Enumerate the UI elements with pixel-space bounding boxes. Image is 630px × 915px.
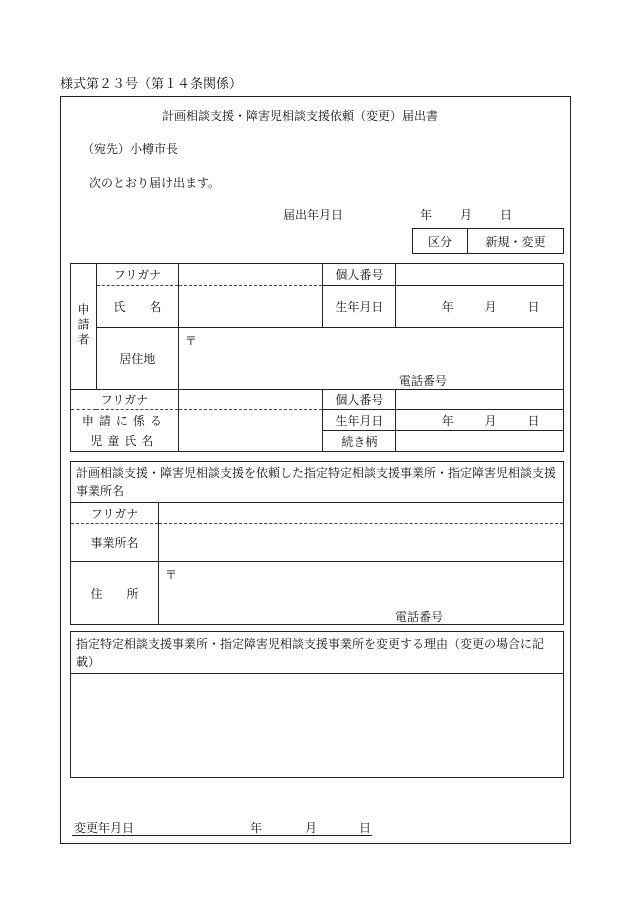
office-furigana-input[interactable] [159,503,564,524]
child-birth-input[interactable] [396,410,564,431]
child-birth-day: 日 [527,413,540,428]
office-furigana-label: フリガナ [71,503,159,524]
applicant-name-input[interactable] [178,286,323,328]
change-date-day[interactable]: 日 [359,821,372,835]
child-furigana-label: フリガナ [71,390,179,410]
office-name-label: 事業所名 [71,524,159,562]
applicant-personal-number-input[interactable] [396,264,564,286]
applicant-birth-input[interactable] [396,286,564,328]
child-personal-number-input[interactable] [396,390,564,410]
applicant-personal-number-label: 個人番号 [323,264,396,286]
child-birth-month: 月 [484,413,497,428]
applicant-birth-month: 月 [484,300,497,314]
filing-date-label: 届出年月日 [283,208,344,222]
filing-date-day[interactable]: 日 [500,208,513,222]
category-table [412,228,564,254]
form-number: 様式第２３号（第１４条関係） [60,77,243,92]
office-address-label: 住 所 [71,562,159,625]
child-name-input[interactable] [178,410,323,452]
addressee: （宛先）小樽市長 [82,142,179,156]
applicant-name-label: 氏 名 [96,286,178,328]
applicant-phone-label: 電話番号 [398,374,447,388]
category-value[interactable]: 新規・変更 [468,229,564,254]
change-date-month[interactable]: 月 [305,821,318,835]
applicant-birth-label: 生年月日 [323,286,396,328]
child-personal-number-label: 個人番号 [323,390,396,410]
child-birth-year: 年 [441,413,454,428]
child-relationship-input[interactable] [396,431,564,452]
office-heading: 計画相談支援・障害児相談支援を依頼した指定特定相談支援事業所・指定障害児相談支援事業所名 [71,462,564,503]
applicant-address-input[interactable] [178,328,563,390]
child-birth-label: 生年月日 [323,410,396,431]
intro-text: 次のとおり届け出ます。 [89,176,221,190]
child-name-label: 申請に係る 児童氏名 [71,410,179,452]
applicant-side-label: 申請者 [71,264,97,390]
reason-heading: 指定特定相談支援事業所・指定障害児相談支援事業所を変更する理由（変更の場合に記載） [71,632,564,674]
child-relationship-label: 続き柄 [323,431,396,452]
filing-date-month[interactable]: 月 [460,208,473,222]
office-address-input[interactable] [159,562,564,625]
applicant-furigana-input[interactable] [178,264,323,286]
applicant-birth-year: 年 [441,300,454,314]
reason-input[interactable] [71,674,564,778]
form-title: 計画相談支援・障害児相談支援依頼（変更）届出書 [162,109,439,123]
category-label: 区分 [413,229,468,254]
office-postal-mark: 〒 [165,568,178,582]
filing-date-year[interactable]: 年 [420,208,433,222]
applicant-birth-day: 日 [527,300,540,314]
applicant-address-label: 居住地 [96,328,178,390]
child-furigana-input[interactable] [178,390,323,410]
change-date-year[interactable]: 年 [250,821,263,835]
office-phone-label: 電話番号 [395,610,444,624]
applicant-postal-mark: 〒 [184,334,197,348]
change-date-underline [72,835,372,836]
applicant-furigana-label: フリガナ [96,264,178,286]
change-date-label: 変更年月日 [74,821,135,835]
office-table [70,461,564,625]
applicant-table [70,263,564,452]
reason-table [70,631,564,778]
office-name-input[interactable] [159,524,564,562]
